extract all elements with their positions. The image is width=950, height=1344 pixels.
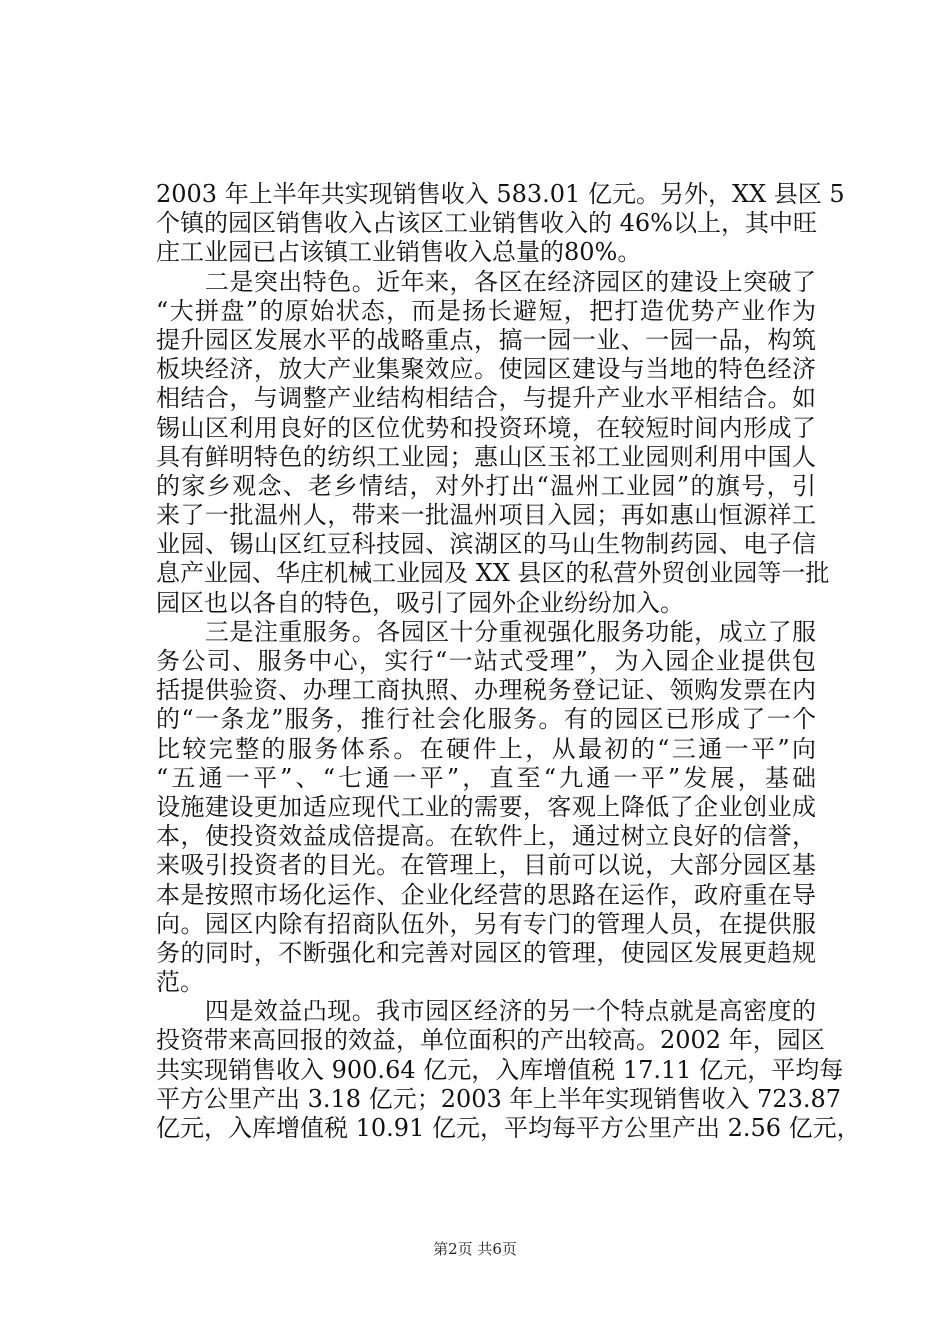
text-line: 锡山区利用良好的区位优势和投资环境，在较短时间内形成了 [156,413,816,442]
paragraph-1 [156,180,845,268]
text-line: 亿元，入库增值税 10.91 亿元，平均每平方公里产出 2.56 亿元， [156,1114,861,1142]
text-line: 务的同时，不断强化和完善对园区的管理，使园区发展更趋规 [156,938,816,967]
text-line: 个镇的园区销售收入占该区工业销售收入的 46%以上，其中旺 [156,209,817,238]
paragraph-4 [156,997,861,1143]
text-line: 向。园区内除有招商队伍外，另有专门的管理人员，在提供服 [156,909,816,938]
text-line: 平方公里产出 3.18 亿元；2003 年上半年实现销售收入 723.87 [156,1084,842,1113]
text-line: 本是按照市场化运作、企业化经营的思路在运作，政府重在导 [156,880,816,909]
text-line: 板块经济，放大产业集聚效应。使园区建设与当地的特色经济 [156,355,816,384]
text-line: “五通一平”、“七通一平”，直至“九通一平”发展，基础 [156,763,816,792]
text-line: 庄工业园已占该镇工业销售收入总量的80%。 [156,238,642,267]
text-line: 提升园区发展水平的战略重点，搞一园一业、一园一品，构筑 [156,325,816,354]
text-line: 来了一批温州人，带来一批温州项目入园；再如惠山恒源祥工 [156,501,816,530]
text-line: 相结合，与调整产业结构相结合，与提升产业水平相结合。如 [156,384,816,413]
text-line: 比较完整的服务体系。在硬件上，从最初的“三通一平”向 [156,734,816,763]
text-line: 四是效益凸现。我市园区经济的另一个特点就是高密度的 [156,997,816,1026]
text-line: 的“一条龙”服务，推行社会化服务。有的园区已形成了一个 [156,705,816,734]
paragraph-2 [156,267,830,618]
text-line: 括提供验资、办理工商执照、办理税务登记证、领购发票在内 [156,676,816,705]
text-line: 息产业园、华庄机械工业园及 XX 县区的私营外贸创业园等一批 [156,559,830,588]
document-body [156,180,861,1143]
text-line: 二是突出特色。近年来，各区在经济园区的建设上突破了 [156,267,816,296]
text-line: 园区也以各自的特色，吸引了园外企业纷纷加入。 [156,588,684,617]
paragraph-3 [156,618,816,997]
text-line: 本，使投资效益成倍提高。在软件上，通过树立良好的信誉， [156,822,816,851]
text-line: 共实现销售收入 900.64 亿元，入库增值税 17.11 亿元，平均每 [156,1055,844,1084]
text-line: 投资带来高回报的效益，单位面积的产出较高。2002 年，园区 [156,1026,825,1055]
text-line: 具有鲜明特色的纺织工业园；惠山区玉祁工业园则利用中国人 [156,442,816,471]
text-line: “大拼盘”的原始状态，而是扬长避短，把打造优势产业作为 [156,296,816,325]
text-line: 2003 年上半年共实现销售收入 583.01 亿元。另外，XX 县区 5 [156,180,845,208]
text-line: 务公司、服务中心，实行“一站式受理”，为入园企业提供包 [156,647,816,675]
text-line: 的家乡观念、老乡情结，对外打出“温州工业园”的旗号，引 [156,471,816,500]
page-number-footer: 第2页 共6页 [433,1240,517,1258]
text-line: 范。 [156,968,204,997]
text-line: 来吸引投资者的目光。在管理上，目前可以说，大部分园区基 [156,851,816,880]
text-line: 三是注重服务。各园区十分重视强化服务功能，成立了服 [156,617,816,646]
text-line: 业园、锡山区红豆科技园、滨湖区的马山生物制药园、电子信 [156,530,816,559]
text-line: 设施建设更加适应现代工业的需要，客观上降低了企业创业成 [156,792,816,821]
